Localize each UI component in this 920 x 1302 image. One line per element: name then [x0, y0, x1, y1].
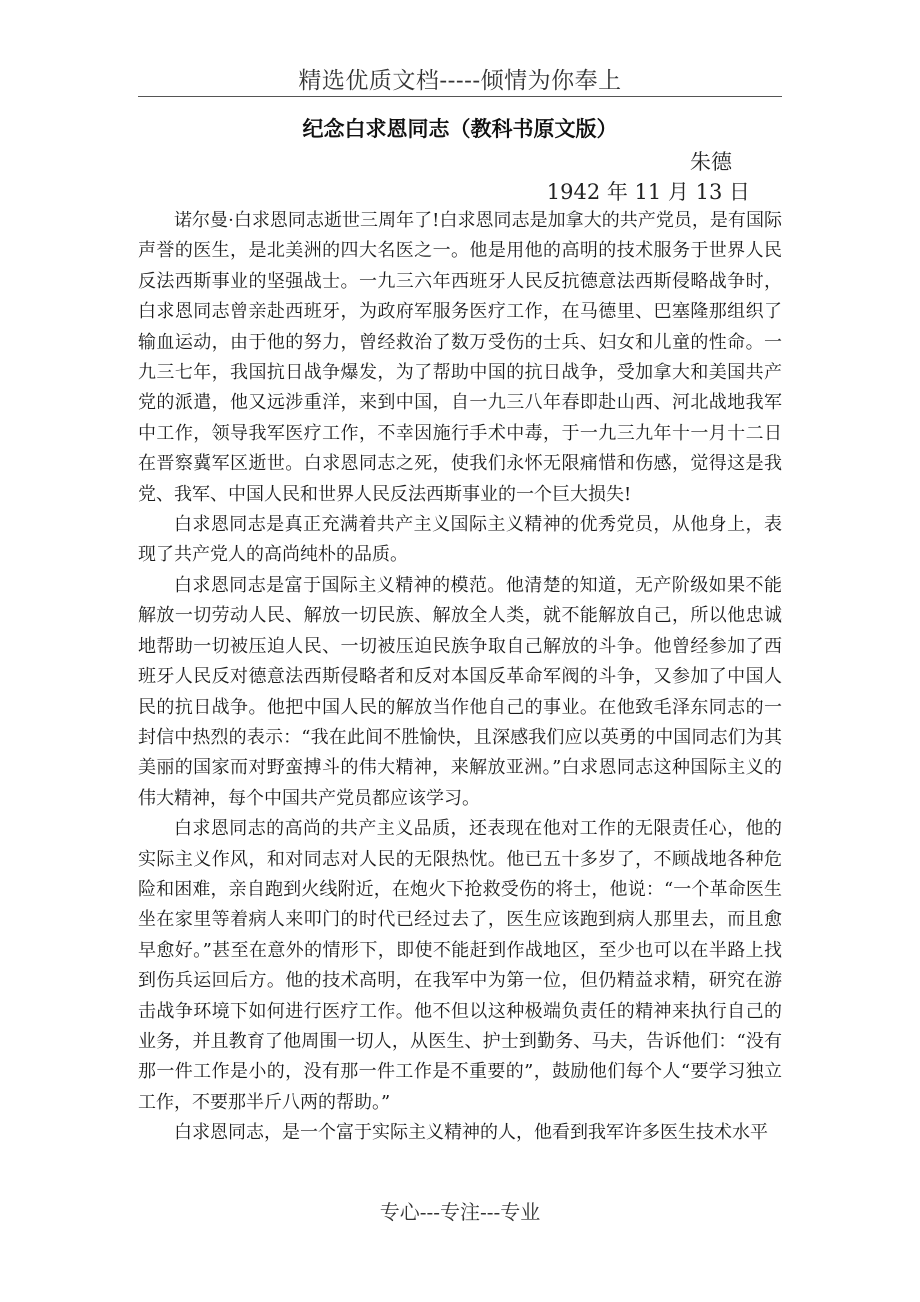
- body-paragraph: 诺尔曼·白求恩同志逝世三周年了!白求恩同志是加拿大的共产党员，是有国际声誉的医生，是北美洲的四大名医之一。他是用他的高明的技术服务于世界人民反法西斯事业的坚强战士。一九三六年西班牙人民反抗德意法西斯侵略战争时，白求恩同志曾亲赴西班牙，为政府军服务医疗工作，在马德里、巴塞隆那组织了输血运动，由于他的努力，曾经救治了数万受伤的士兵、妇女和儿童的性命。一九三七年，我国抗日战争爆发，为了帮助中国的抗日战争，受加拿大和美国共产党的派遣，他又远涉重洋，来到中国，自一九三八年春即赴山西、河北战地我军中工作，领导我军医疗工作，不幸因施行手术中毒，于一九三九年十一月十二日在晋察冀军区逝世。白求恩同志之死，使我们永怀无限痛惜和伤感，觉得这是我党、我军、中国人民和世界人民反法西斯事业的一个巨大损失!: [138, 210, 782, 505]
- body-paragraph: 白求恩同志是真正充满着共产主义国际主义精神的优秀党员，从他身上，表现了共产党人的高尚纯朴的品质。: [138, 514, 782, 566]
- document-author: 朱德: [690, 150, 732, 174]
- body-paragraph: 白求恩同志的高尚的共产主义品质，还表现在他对工作的无限责任心，他的实际主义作风，和对同志对人民的无限热忱。他已五十多岁了，不顾战地各种危险和困难，亲自跑到火线附近，在炮火下抢救受伤的将士，他说：“一个革命医生坐在家里等着病人来叩门的时代已经过去了，医生应该跑到病人那里去，而且愈早愈好。”甚至在意外的情形下，即使不能赶到作战地区，至少也可以在半路上找到伤兵运回后方。他的技术高明，在我军中为第一位，但仍精益求精，研究在游击战争环境下如何进行医疗工作。他不但以这种极端负责任的精神来执行自己的业务，并且教育了他周围一切人，从医生、护士到勤务、马夫，告诉他们：“没有那一件工作是小的，没有那一件工作是不重要的”，鼓励他们每个人“要学习独立工作，不要那半斤八两的帮助。”: [138, 818, 782, 1113]
- header-divider: [138, 96, 782, 97]
- body-paragraph: 白求恩同志，是一个富于实际主义精神的人，他看到我军许多医生技术水平: [174, 1122, 768, 1144]
- page-header: 精选优质文档-----倾情为你奉上: [298, 68, 622, 94]
- body-paragraph: 白求恩同志是富于国际主义精神的模范。他清楚的知道，无产阶级如果不能解放一切劳动人民、解放一切民族、解放全人类，就不能解放自己，所以他忠诚地帮助一切被压迫人民、一切被压迫民族争取自己解放的斗争。他曾经参加了西班牙人民反对德意法西斯侵略者和反对本国反革命军阀的斗争，又参加了中国人民的抗日战争。他把中国人民的解放当作他自己的事业。在他致毛泽东同志的一封信中热烈的表示：“我在此间不胜愉快，且深感我们应以英勇的中国同志们为其美丽的国家而对野蛮搏斗的伟大精神，来解放亚洲。”白求恩同志这种国际主义的伟大精神，每个中国共产党员都应该学习。: [138, 574, 782, 809]
- document-title: 纪念白求恩同志（教科书原文版）: [302, 116, 618, 141]
- document-date: 1942 年 11 月 13 日: [546, 180, 750, 204]
- document-body: [138, 206, 782, 1149]
- page-footer: 专心---专注---专业: [379, 1200, 541, 1224]
